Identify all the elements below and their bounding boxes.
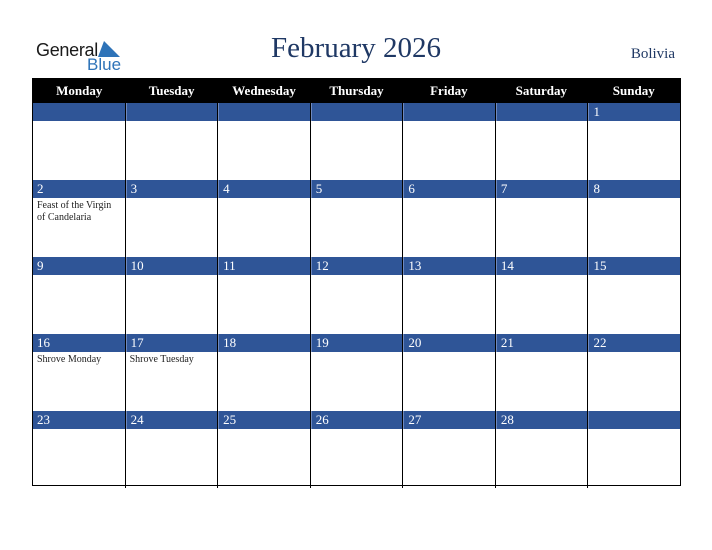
day-cell[interactable] [311,334,404,411]
day-cell[interactable] [33,257,126,334]
day-number: 11 [218,257,310,275]
day-number: 10 [126,257,218,275]
day-number [403,103,495,121]
day-cell[interactable] [218,257,311,334]
holiday-label: Shrove Tuesday [129,354,194,365]
day-number: 1 [588,103,680,121]
logo-blue-text: Blue [87,55,122,74]
day-cell[interactable] [33,180,126,257]
day-number: 8 [588,180,680,198]
weekday-header: Tuesday [148,83,195,98]
day-cell[interactable] [126,411,219,488]
day-number: 19 [311,334,403,352]
calendar-grid [32,78,681,486]
day-number: 21 [496,334,588,352]
day-cell[interactable] [218,103,311,180]
day-cell[interactable] [218,180,311,257]
weekday-header-row [33,79,680,103]
day-cell[interactable] [218,411,311,488]
day-number: 18 [218,334,310,352]
day-number [311,103,403,121]
calendar-weeks [33,103,680,488]
day-number: 12 [311,257,403,275]
day-cell[interactable] [403,411,496,488]
weekday-header: Wednesday [232,83,296,98]
day-cell[interactable] [496,103,589,180]
day-cell[interactable] [403,180,496,257]
weekday-header: Saturday [515,83,567,98]
day-number: 9 [33,257,125,275]
day-number: 16 [33,334,125,352]
day-cell[interactable] [311,180,404,257]
day-cell[interactable] [311,103,404,180]
day-number: 7 [496,180,588,198]
day-cell[interactable] [126,180,219,257]
day-number [218,103,310,121]
holiday-label: Shrove Monday [37,354,102,365]
day-cell[interactable] [311,257,404,334]
day-number: 25 [218,411,310,429]
day-number: 13 [403,257,495,275]
day-number: 4 [218,180,310,198]
day-cell[interactable] [588,180,680,257]
weekday-header: Sunday [612,83,655,98]
day-number [126,103,218,121]
weekday-header: Monday [56,83,103,98]
day-number [33,103,125,121]
day-cell[interactable] [496,411,589,488]
day-cell[interactable] [496,257,589,334]
day-cell[interactable] [126,334,219,411]
day-cell[interactable] [496,334,589,411]
day-number: 3 [126,180,218,198]
calendar-week-row [33,103,680,180]
weekday-header: Friday [430,83,468,98]
day-cell[interactable] [33,411,126,488]
day-cell[interactable] [588,257,680,334]
day-number [496,103,588,121]
day-cell[interactable] [311,411,404,488]
calendar-title: February 2026 [271,32,441,64]
day-cell[interactable] [126,257,219,334]
day-cell[interactable] [403,334,496,411]
country-label: Bolivia [630,46,675,62]
day-number: 26 [311,411,403,429]
weekday-header: Thursday [329,83,384,98]
day-number: 27 [403,411,495,429]
day-cell[interactable] [33,334,126,411]
day-number: 17 [126,334,218,352]
day-number: 20 [403,334,495,352]
day-cell[interactable] [403,103,496,180]
day-cell[interactable] [218,334,311,411]
day-cell[interactable] [403,257,496,334]
day-number: 15 [588,257,680,275]
day-cell[interactable] [588,334,680,411]
calendar-week-row [33,180,680,257]
calendar-week-row [33,257,680,334]
day-cell[interactable] [588,411,680,488]
day-number: 5 [311,180,403,198]
day-number: 23 [33,411,125,429]
holiday-label: Feast of the Virgin of Candelaria [37,200,112,223]
day-cell[interactable] [588,103,680,180]
day-number: 14 [496,257,588,275]
day-number: 2 [33,180,125,198]
day-cell[interactable] [496,180,589,257]
day-number: 24 [126,411,218,429]
day-number: 28 [496,411,588,429]
day-number: 22 [588,334,680,352]
day-cell[interactable] [33,103,126,180]
day-number [588,411,680,429]
day-number: 6 [403,180,495,198]
calendar-week-row [33,411,680,488]
calendar-week-row [33,334,680,411]
logo-general-text: General [36,40,98,60]
day-cell[interactable] [126,103,219,180]
